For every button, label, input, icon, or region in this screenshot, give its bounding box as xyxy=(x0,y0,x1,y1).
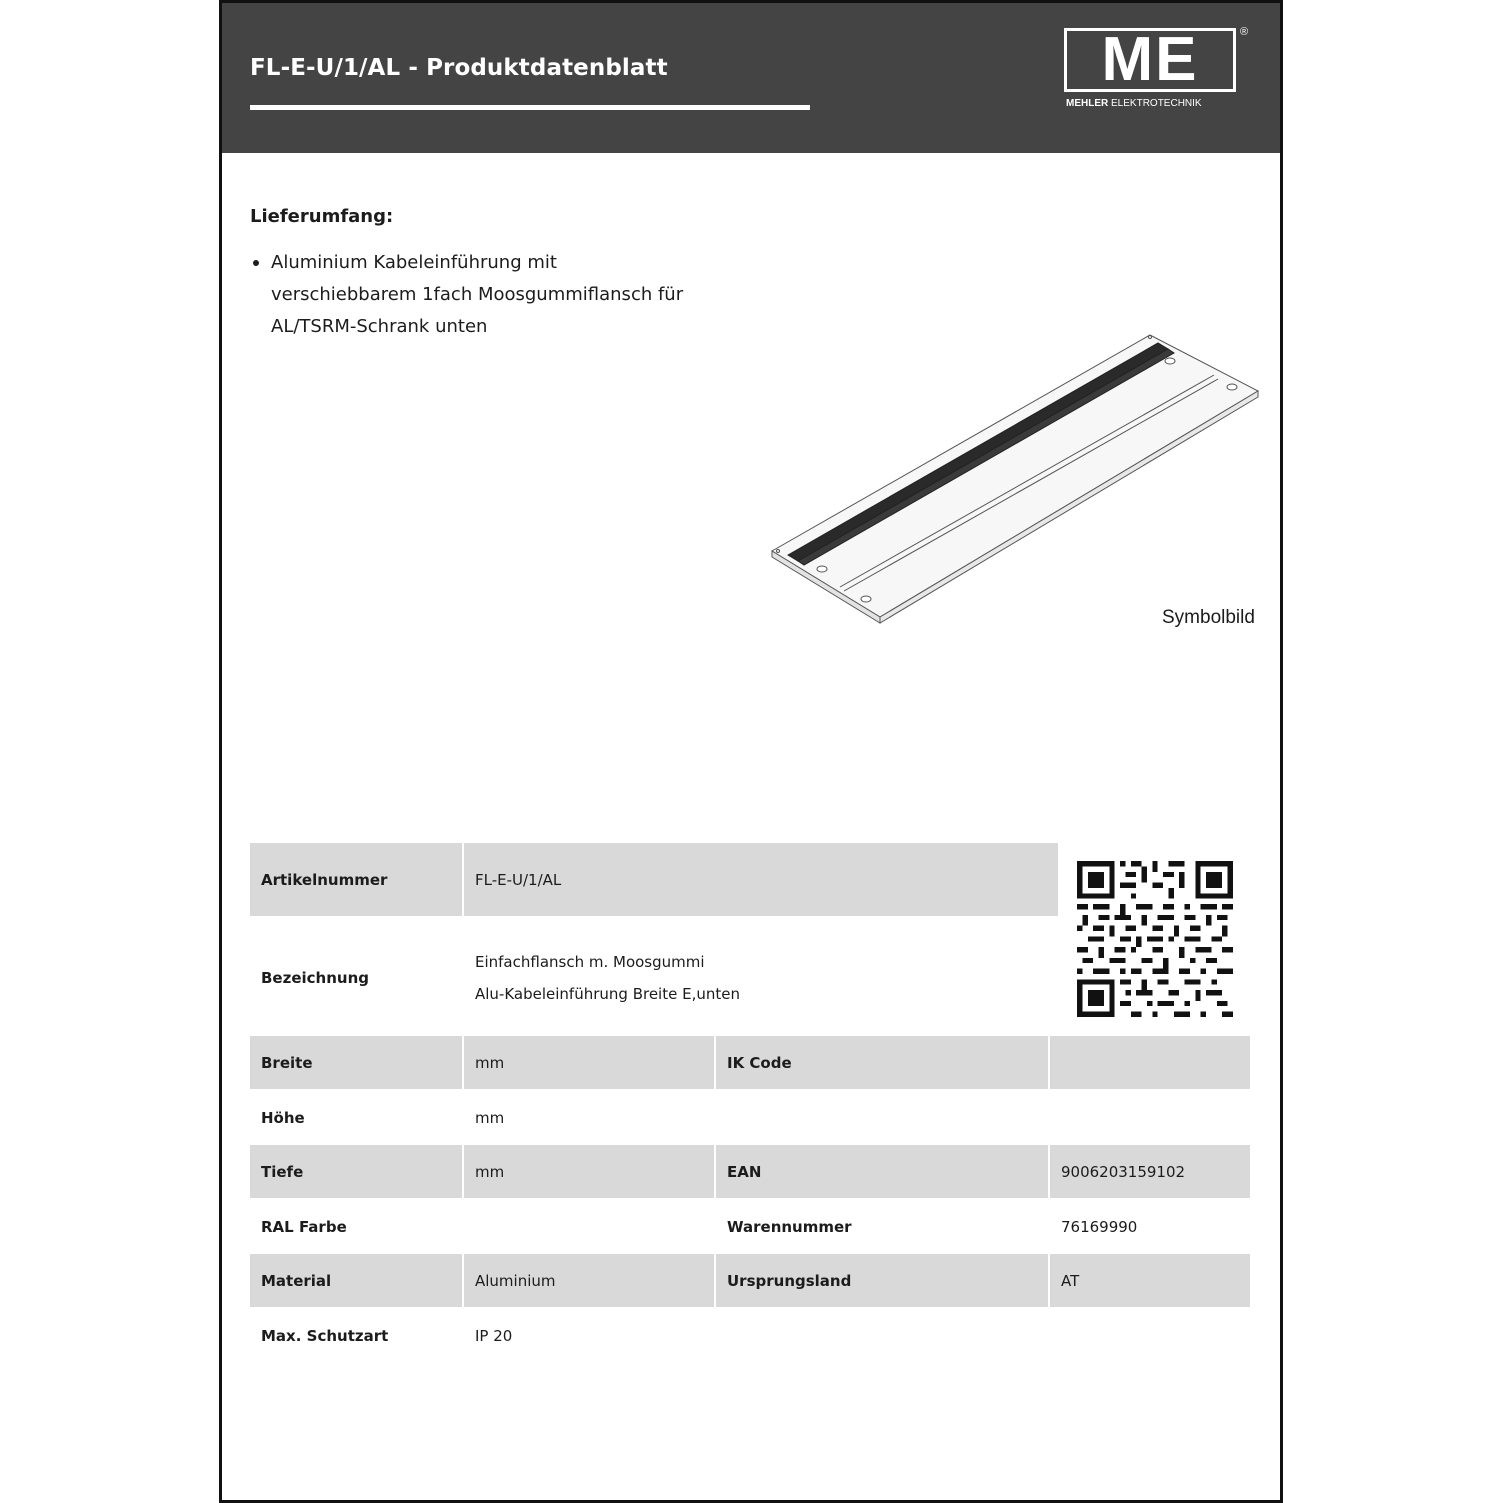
tiefe-label: Tiefe xyxy=(250,1145,462,1198)
logo-registered-mark: ® xyxy=(1240,26,1249,38)
bezeichnung-line: Einfachflansch m. Moosgummi xyxy=(475,953,705,971)
table-row-schutzart xyxy=(250,1309,1250,1362)
table-row-tiefe xyxy=(250,1145,1250,1198)
schutzart-value: IP 20 xyxy=(475,1326,513,1345)
datasheet-page xyxy=(219,0,1283,1503)
table-row-bezeichnung xyxy=(250,921,1058,1035)
table-row-material xyxy=(250,1254,1250,1307)
schutzart-label: Max. Schutzart xyxy=(261,1326,389,1345)
warennummer-label: Warennummer xyxy=(727,1217,852,1236)
title-underline xyxy=(250,105,810,110)
artikelnummer-value: FL-E-U/1/AL xyxy=(464,843,1058,916)
table-row-ral-farbe xyxy=(250,1200,1250,1253)
bezeichnung-value xyxy=(464,921,1058,1035)
artikelnummer-label: Artikelnummer xyxy=(250,843,462,916)
product-image xyxy=(770,331,1264,627)
table-row-breite xyxy=(250,1036,1250,1089)
table-row-hoehe xyxy=(250,1091,1250,1144)
tiefe-value: mm xyxy=(464,1145,714,1198)
hoehe-label: Höhe xyxy=(261,1108,305,1127)
qr-code-image xyxy=(1077,861,1233,1017)
logo-sub-text: ELEKTROTECHNIK xyxy=(1111,98,1202,109)
material-value: Aluminium xyxy=(464,1254,714,1307)
ik-code-value xyxy=(1050,1036,1250,1089)
scope-list xyxy=(250,247,750,343)
scope-line: Aluminium Kabeleinführung mit xyxy=(271,252,557,273)
table-row-artikelnummer xyxy=(250,843,1058,916)
logo-subtitle xyxy=(1066,98,1202,109)
ik-code-label: IK Code xyxy=(716,1036,1048,1089)
bezeichnung-line: Alu-Kabeleinführung Breite E,unten xyxy=(475,985,740,1003)
ral-farbe-value xyxy=(464,1200,714,1253)
mehler-logo xyxy=(1064,25,1254,118)
material-label: Material xyxy=(250,1254,462,1307)
scope-line: verschiebbarem 1fach Moosgummiflansch für xyxy=(271,284,684,305)
logo-brand: MEHLER xyxy=(1066,98,1109,109)
ursprungsland-label: Ursprungsland xyxy=(716,1254,1048,1307)
page-title: FL-E-U/1/AL - Produktdatenblatt xyxy=(250,55,668,81)
scope-line: AL/TSRM-Schrank unten xyxy=(271,316,488,337)
ral-farbe-label: RAL Farbe xyxy=(261,1217,347,1236)
ean-value: 9006203159102 xyxy=(1050,1145,1250,1198)
header-bar xyxy=(222,3,1280,153)
scope-heading: Lieferumfang: xyxy=(250,206,394,227)
ursprungsland-value: AT xyxy=(1050,1254,1250,1307)
bezeichnung-label: Bezeichnung xyxy=(261,969,369,987)
breite-label: Breite xyxy=(250,1036,462,1089)
breite-value: mm xyxy=(464,1036,714,1089)
warennummer-value: 76169990 xyxy=(1061,1217,1138,1236)
list-item xyxy=(250,247,750,343)
image-caption: Symbolbild xyxy=(1162,607,1255,628)
hoehe-value: mm xyxy=(475,1108,505,1127)
ean-label: EAN xyxy=(716,1145,1048,1198)
logo-letters: ME xyxy=(1101,25,1199,94)
